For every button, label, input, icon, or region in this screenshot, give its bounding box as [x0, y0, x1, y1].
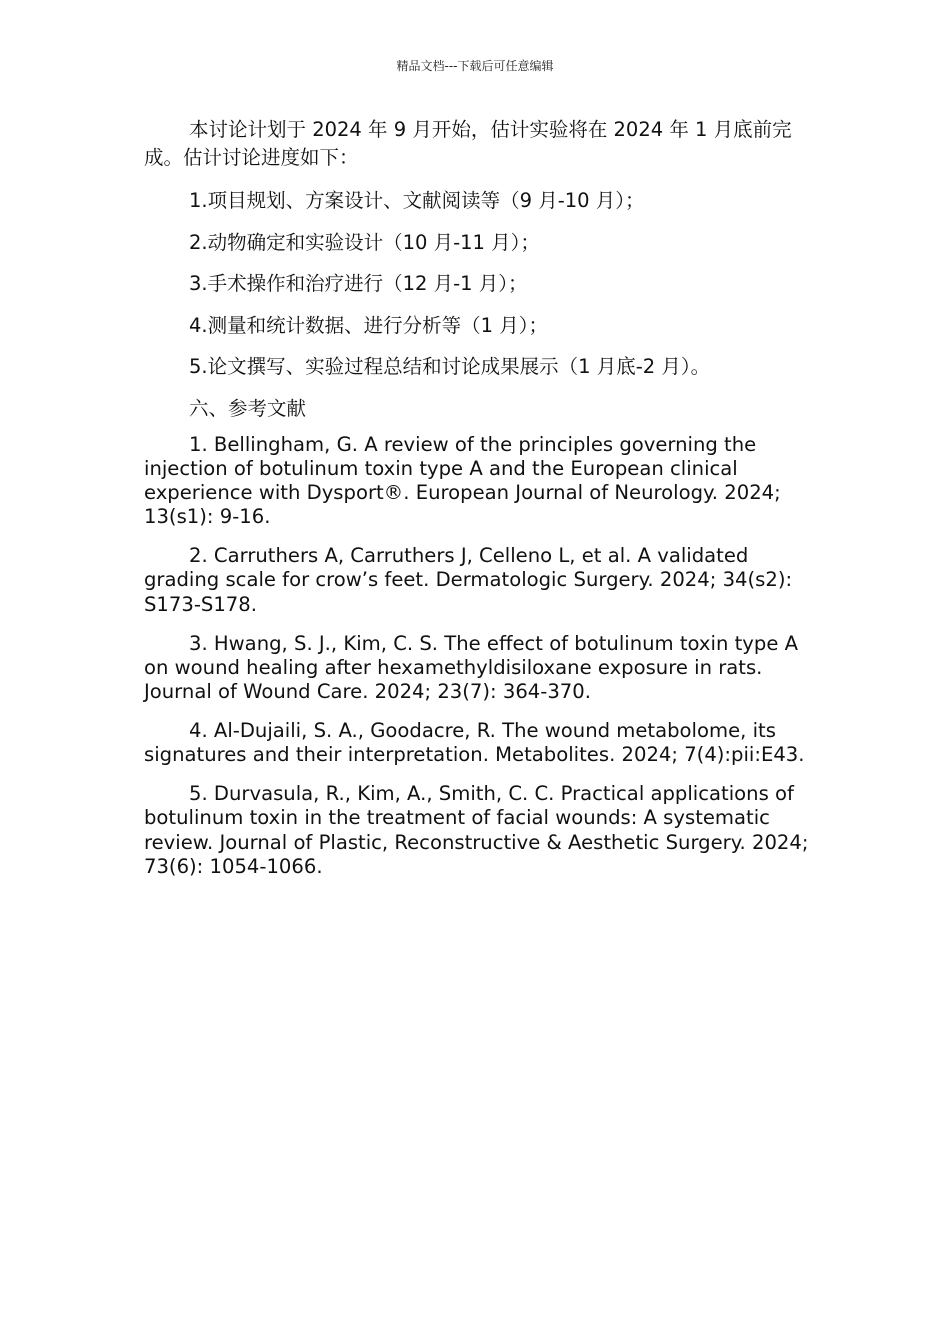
intro-paragraph: 本讨论计划于 2024 年 9 月开始，估计实验将在 2024 年 1 月底前完成。估计讨论进度如下： [144, 118, 792, 169]
schedule-item: 1.项目规划、方案设计、文献阅读等（9 月-10 月）； [189, 189, 645, 212]
schedule-list [144, 189, 810, 379]
reference-item: 3. Hwang, S. J., Kim, C. S. The effect of botulinum toxin type A on wound healing after hexamethyldisiloxane exposure in rats. Journal of Wound Care. 2024; 23(7): 364-370. [144, 631, 799, 704]
document-body [144, 116, 810, 894]
schedule-item: 2.动物确定和实验设计（10 月-11 月）； [189, 230, 540, 254]
reference-item: 1. Bellingham, G. A review of the principles governing the injection of botulinum toxin type A and the European clinical experience with Dysport®. European Journal of Neurology. 2024; 13(s1): 9-16. [144, 432, 781, 529]
reference-item: 4. Al-Dujaili, S. A., Goodacre, R. The wound metabolome, its signatures and their interpretation. Metabolites. 2024; 7(4):pii:E43. [144, 718, 805, 767]
page-header: 精品文档---下载后可任意编辑 [396, 59, 554, 73]
reference-item: 5. Durvasula, R., Kim, A., Smith, C. C. Practical applications of botulinum toxin in the treatment of facial wounds: A systematic review. Journal of Plastic, Reconstructive & Aesthetic Surgery. 2024; 73(6): 1054-1066. [144, 782, 809, 878]
references-heading: 六、参考文献 [189, 396, 307, 420]
schedule-item: 4.测量和统计数据、进行分析等（1 月）； [189, 313, 548, 337]
schedule-item: 5.论文撰写、实验过程总结和讨论成果展示（1 月底-2 月）。 [189, 355, 711, 378]
reference-item: 2. Carruthers A, Carruthers J, Celleno L, et al. A validated grading scale for crow’s feet. Dermatologic Surgery. 2024; 34(s2): S173-S178. [144, 544, 793, 616]
schedule-item: 3.手术操作和治疗进行（12 月-1 月）； [189, 272, 528, 295]
reference-list [144, 433, 810, 880]
